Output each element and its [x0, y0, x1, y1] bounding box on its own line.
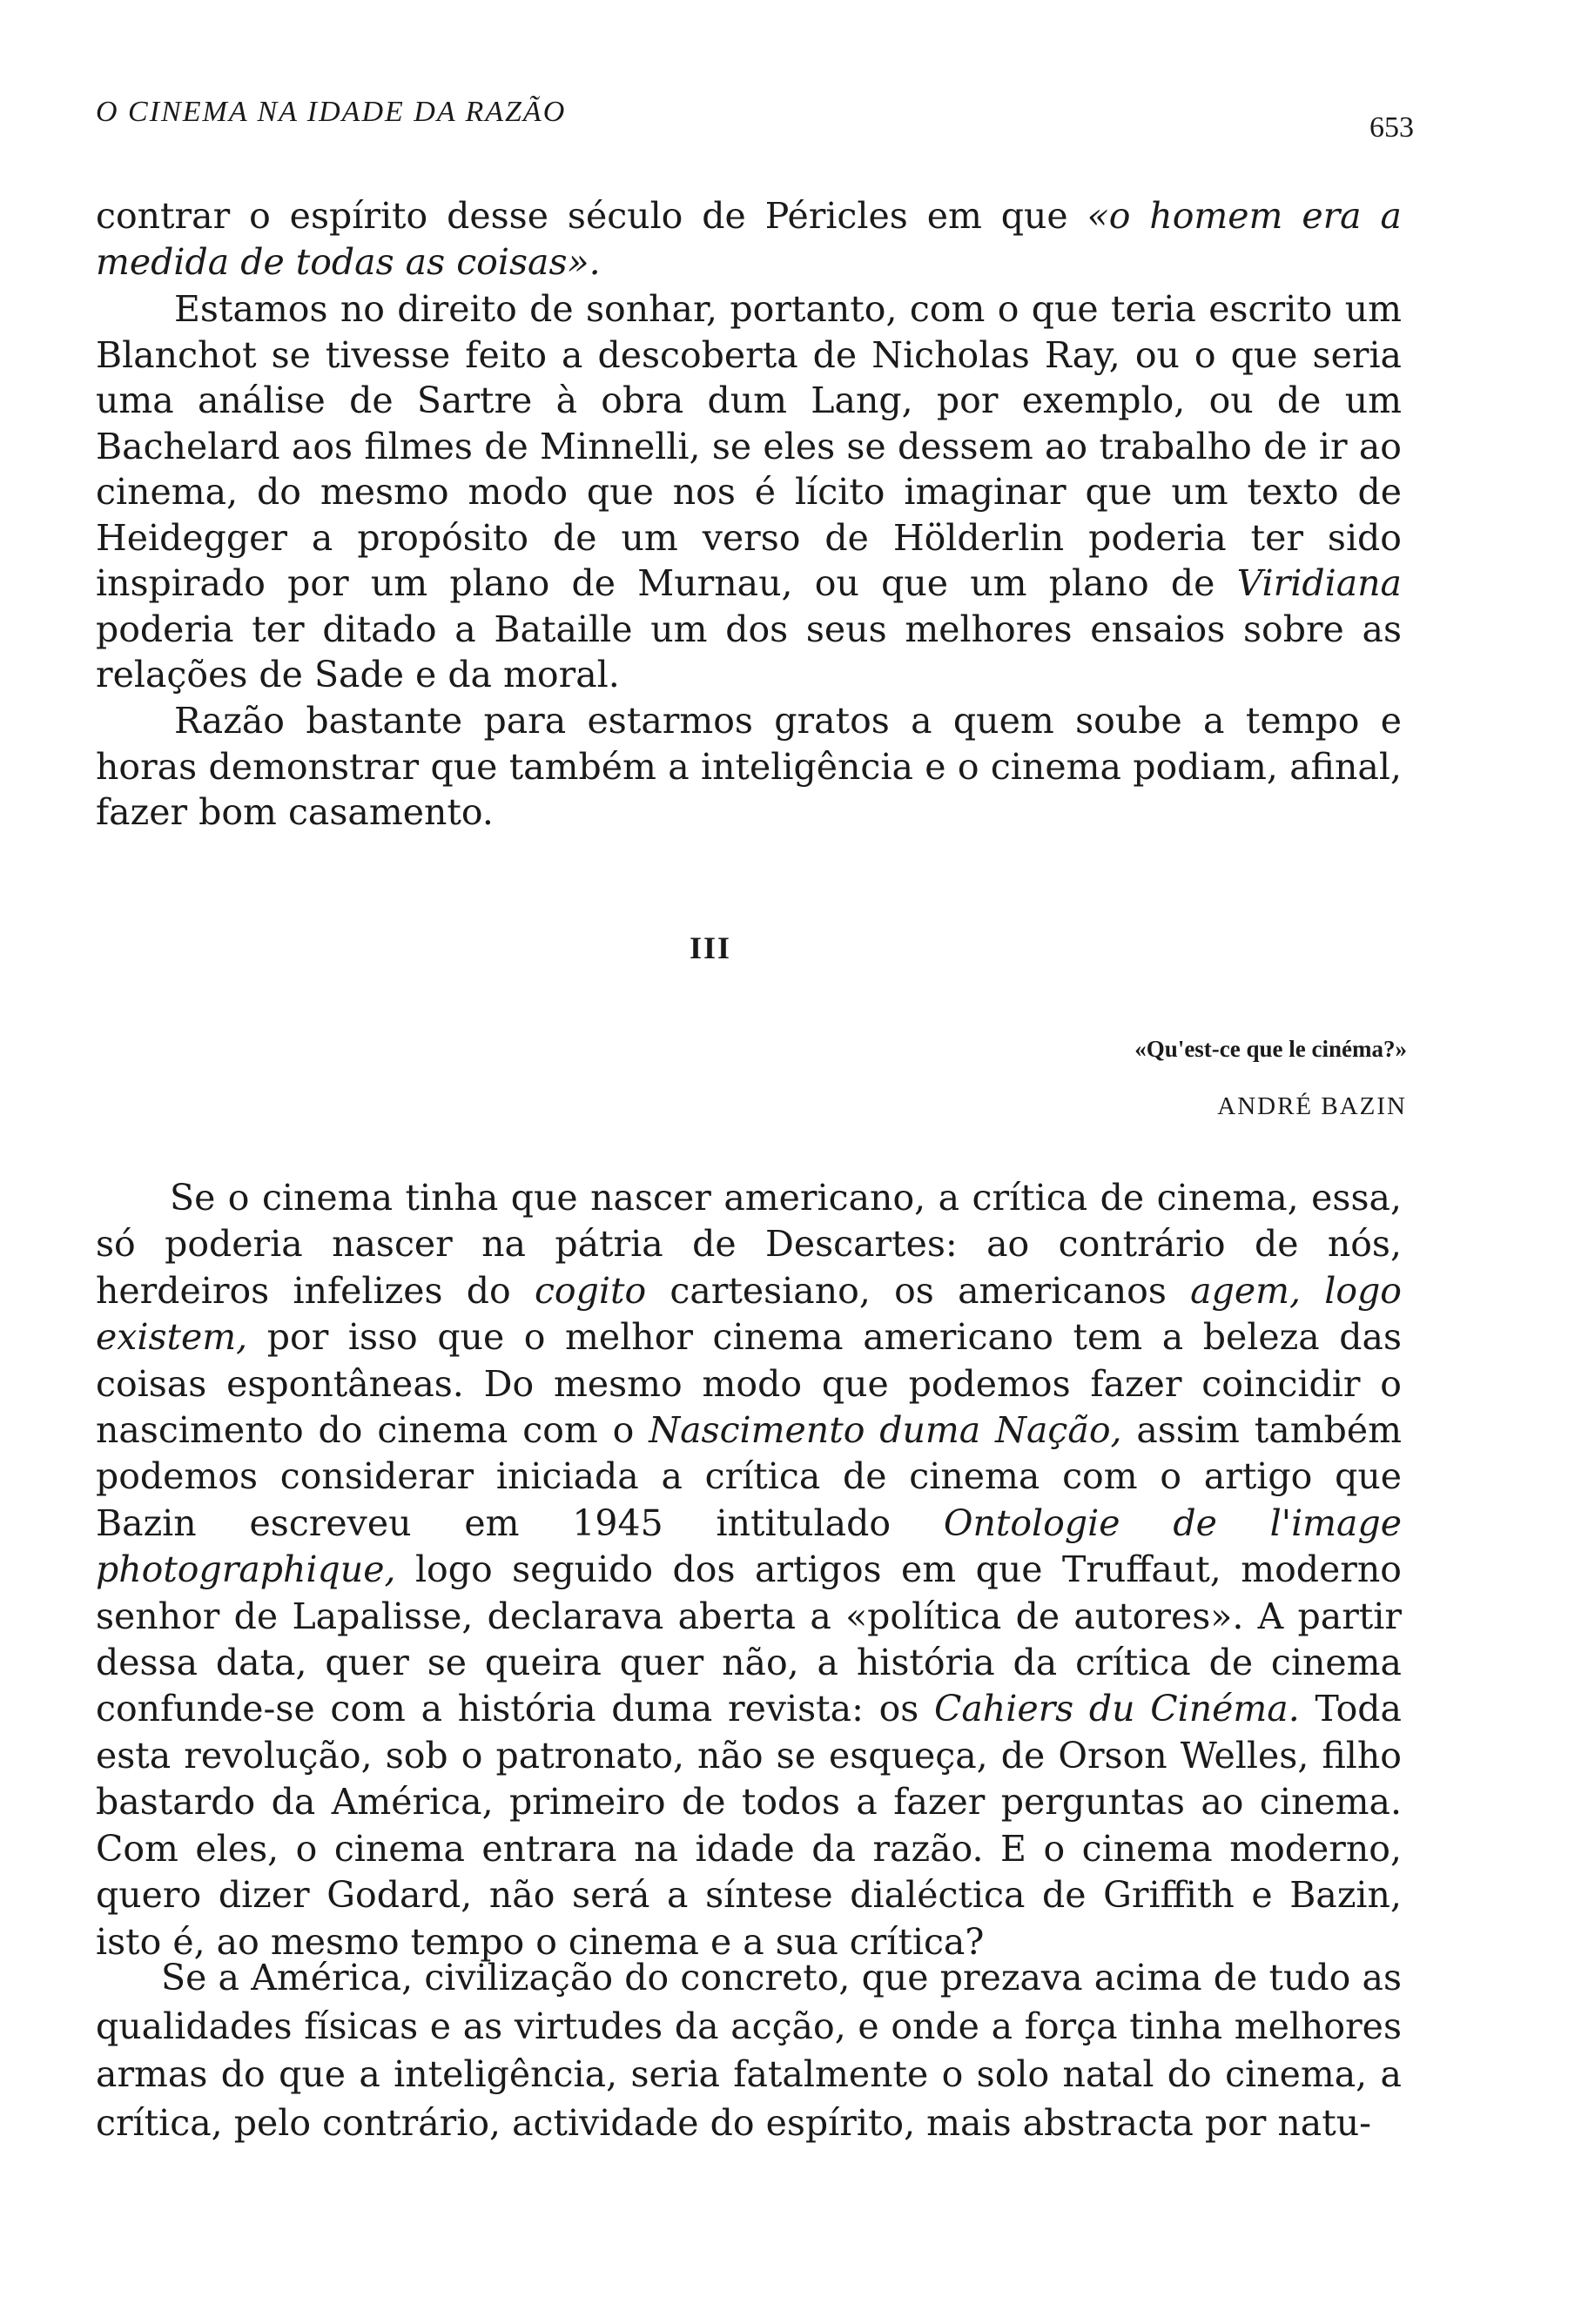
italic-span: Cahiers du Cinéma.	[933, 1688, 1300, 1730]
section-heading: III	[689, 930, 732, 965]
page-number: 653	[1369, 111, 1414, 144]
italic-span: agem, logo existem,	[96, 1269, 1402, 1359]
italic-span: «o homem era a medida de todas as coisas».	[96, 195, 1402, 283]
paragraph-2	[96, 286, 1402, 698]
italic-span: Nascimento duma Nação,	[649, 1409, 1122, 1452]
epigraph-quote: «Qu'est-ce que le cinéma?»	[1134, 1036, 1407, 1062]
text-span: Se o cinema tinha que nascer americano, a crítica de cinema, essa, só poderia nascer na pátria de Descartes: ao contrário de nós, herdeiros infelizes do	[96, 1177, 1402, 1312]
text-span: Toda esta revolução, sob o patronato, não se esqueça, de Orson Welles, filho bastardo da América, primeiro de todos a fazer perguntas ao cinema. Com eles, o cinema entrara na idade da razão. E o cinema moderno, quero dizer Godard, não será a síntese dialéctica de Griffith e Bazin, isto é, ao mesmo tempo o cinema e a sua crítica?	[96, 1688, 1402, 1963]
paragraph-1	[96, 193, 1402, 285]
italic-span: Viridiana	[1236, 562, 1402, 604]
text-span: contrar o espírito desse século de Péricles em que	[96, 195, 1087, 237]
text-span: poderia ter ditado a Bataille um dos seus melhores ensaios sobre as relações de Sade e da moral.	[96, 608, 1402, 695]
text-span: cartesiano, os americanos	[646, 1269, 1191, 1312]
italic-span: cogito	[534, 1269, 647, 1312]
italic-span: Ontologie de l'image photographique,	[96, 1501, 1403, 1591]
epigraph-author: ANDRÉ BAZIN	[1217, 1092, 1407, 1120]
text-span: por isso que o melhor cinema americano tem a beleza das coisas espontâneas. Do mesmo modo que podemos fazer coincidir o nascimento do cinema com o	[96, 1316, 1402, 1452]
text-span: assim também podemos considerar iniciada a crítica de cinema com o artigo que Bazin escreveu em 1945 intitulado	[96, 1409, 1402, 1544]
paragraph-4	[96, 1175, 1402, 1965]
text-span: Se a América, civilização do concreto, que prezava acima de tudo as qualidades físicas e as virtudes da acção, e onde a força tinha melhores armas do que a inteligência, seria fatalmente o solo natal do cinema, a crítica, pelo contrário, actividade do espírito, mais abstracta por natu-	[96, 1957, 1402, 2144]
paragraph-5	[96, 1954, 1402, 2147]
text-span: Razão bastante para estarmos gratos a quem soube a tempo e horas demonstrar que também a inteligência e o cinema podiam, afinal, fazer bom casamento.	[96, 700, 1402, 833]
text-span: Estamos no direito de sonhar, portanto, com o que teria escrito um Blanchot se tivesse feito a descoberta de Nicholas Ray, ou o que seria uma análise de Sartre à obra dum Lang, por exemplo, ou de um Bachelard aos filmes de Minnelli, se eles se dessem ao trabalho de ir ao cinema, do mesmo modo que nos é lícito imaginar que um texto de Heidegger a propósito de um verso de Hölderlin poderia ter sido inspirado por um plano de Murnau, ou que um plano de	[96, 288, 1402, 604]
text-span: logo seguido dos artigos em que Truffaut, moderno senhor de Lapalisse, declarava aberta a «política de autores». A partir dessa data, quer se queira quer não, a história da crítica de cinema confunde-se com a história duma revista: os	[96, 1548, 1402, 1730]
running-head: O CINEMA NA IDADE DA RAZÃO	[96, 96, 567, 128]
paragraph-3	[96, 698, 1402, 836]
